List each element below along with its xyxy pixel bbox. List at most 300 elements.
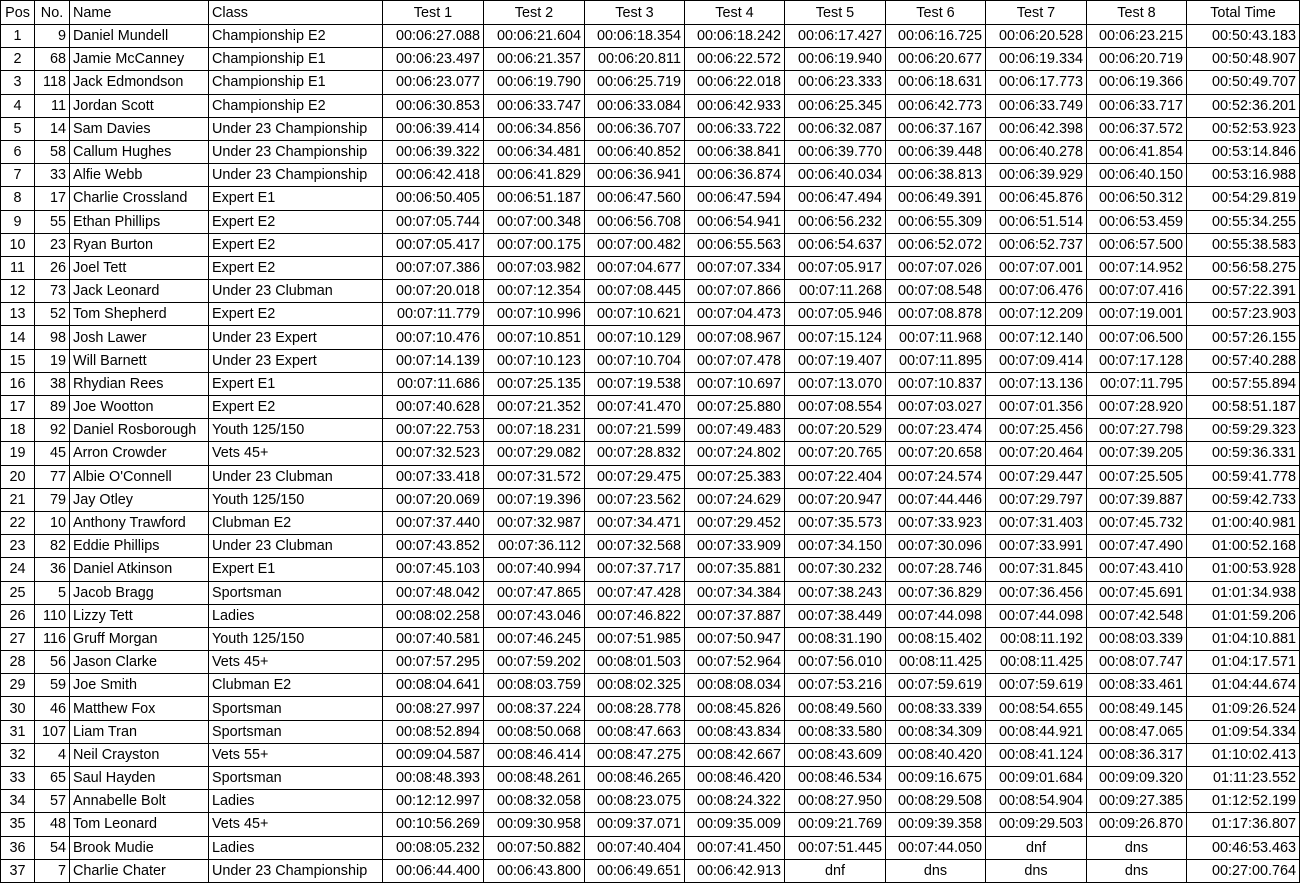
test-3-time-cell: 00:06:40.852	[585, 140, 685, 163]
total-time-cell: 00:53:16.988	[1187, 164, 1300, 187]
test-5-time-cell: 00:06:19.940	[785, 48, 886, 71]
rider-number-cell: 7	[35, 859, 70, 882]
test-1-time-cell: 00:07:45.103	[383, 558, 484, 581]
class-cell: Sportsman	[209, 581, 383, 604]
test-5-time-cell: 00:08:33.580	[785, 720, 886, 743]
table-row	[1, 117, 1300, 140]
position-cell: 33	[1, 767, 35, 790]
test-5-time-cell: 00:07:22.404	[785, 465, 886, 488]
test-2-time-cell: 00:07:50.882	[484, 836, 585, 859]
test-7-time-cell: 00:06:39.929	[986, 164, 1087, 187]
test-5-time-cell: 00:07:34.150	[785, 535, 886, 558]
test-7-time-cell: 00:07:36.456	[986, 581, 1087, 604]
test-4-time-cell: 00:07:07.866	[685, 280, 785, 303]
total-time-cell: 00:55:34.255	[1187, 210, 1300, 233]
test-5-time-cell: 00:07:38.449	[785, 604, 886, 627]
test-6-time-cell: 00:07:20.658	[886, 442, 986, 465]
rider-name-cell: Arron Crowder	[70, 442, 209, 465]
test-7-time-cell: 00:07:33.991	[986, 535, 1087, 558]
test-4-time-cell: 00:07:07.478	[685, 349, 785, 372]
test-5-time-cell: 00:07:11.268	[785, 280, 886, 303]
test-8-time-cell: dns	[1087, 859, 1187, 882]
total-time-cell: 00:56:58.275	[1187, 256, 1300, 279]
test-2-time-cell: 00:07:47.865	[484, 581, 585, 604]
test-7-time-cell: 00:07:44.098	[986, 604, 1087, 627]
rider-name-cell: Joe Wootton	[70, 396, 209, 419]
position-cell: 20	[1, 465, 35, 488]
rider-number-cell: 38	[35, 372, 70, 395]
test-8-time-cell: 00:09:09.320	[1087, 767, 1187, 790]
test-2-time-cell: 00:07:29.082	[484, 442, 585, 465]
test-7-time-cell: 00:07:29.447	[986, 465, 1087, 488]
rider-number-cell: 57	[35, 790, 70, 813]
test-4-time-cell: 00:06:54.941	[685, 210, 785, 233]
position-cell: 13	[1, 303, 35, 326]
test-6-time-cell: 00:07:08.548	[886, 280, 986, 303]
test-1-time-cell: 00:07:20.069	[383, 488, 484, 511]
test-4-time-cell: 00:08:45.826	[685, 697, 785, 720]
rider-name-cell: Jack Edmondson	[70, 71, 209, 94]
rider-number-cell: 17	[35, 187, 70, 210]
test-2-time-cell: 00:08:37.224	[484, 697, 585, 720]
rider-number-cell: 59	[35, 674, 70, 697]
test-6-time-cell: 00:07:07.026	[886, 256, 986, 279]
table-row	[1, 627, 1300, 650]
position-cell: 1	[1, 25, 35, 48]
test-8-time-cell: 00:06:40.150	[1087, 164, 1187, 187]
position-cell: 12	[1, 280, 35, 303]
class-cell: Vets 55+	[209, 743, 383, 766]
rider-name-cell: Ryan Burton	[70, 233, 209, 256]
test-1-time-cell: 00:06:23.497	[383, 48, 484, 71]
test-3-time-cell: 00:06:49.651	[585, 859, 685, 882]
table-row	[1, 140, 1300, 163]
test-8-time-cell: 00:07:43.410	[1087, 558, 1187, 581]
rider-number-cell: 55	[35, 210, 70, 233]
test-7-time-cell: 00:07:09.414	[986, 349, 1087, 372]
position-cell: 28	[1, 651, 35, 674]
rider-number-cell: 52	[35, 303, 70, 326]
class-cell: Ladies	[209, 790, 383, 813]
test-3-time-cell: 00:08:28.778	[585, 697, 685, 720]
test-6-time-cell: 00:07:44.098	[886, 604, 986, 627]
test-4-time-cell: 00:06:42.933	[685, 94, 785, 117]
test-6-time-cell: 00:06:49.391	[886, 187, 986, 210]
test-8-time-cell: 00:08:47.065	[1087, 720, 1187, 743]
class-cell: Youth 125/150	[209, 488, 383, 511]
test-1-time-cell: 00:08:27.997	[383, 697, 484, 720]
test-4-time-cell: 00:06:33.722	[685, 117, 785, 140]
total-time-cell: 01:11:23.552	[1187, 767, 1300, 790]
test-2-time-cell: 00:07:21.352	[484, 396, 585, 419]
total-time-cell: 01:10:02.413	[1187, 743, 1300, 766]
table-row	[1, 256, 1300, 279]
test-6-time-cell: 00:07:59.619	[886, 674, 986, 697]
rider-name-cell: Gruff Morgan	[70, 627, 209, 650]
test-5-time-cell: 00:07:15.124	[785, 326, 886, 349]
rider-name-cell: Jay Otley	[70, 488, 209, 511]
total-time-cell: 00:50:43.183	[1187, 25, 1300, 48]
class-cell: Under 23 Championship	[209, 140, 383, 163]
test-1-time-cell: 00:06:42.418	[383, 164, 484, 187]
table-row	[1, 48, 1300, 71]
column-header: Test 5	[785, 1, 886, 25]
test-4-time-cell: 00:06:42.913	[685, 859, 785, 882]
rider-number-cell: 77	[35, 465, 70, 488]
test-2-time-cell: 00:07:19.396	[484, 488, 585, 511]
test-3-time-cell: 00:07:10.129	[585, 326, 685, 349]
test-5-time-cell: 00:07:20.529	[785, 419, 886, 442]
test-6-time-cell: 00:08:40.420	[886, 743, 986, 766]
test-5-time-cell: 00:07:19.407	[785, 349, 886, 372]
test-1-time-cell: 00:08:05.232	[383, 836, 484, 859]
test-4-time-cell: 00:07:24.802	[685, 442, 785, 465]
test-2-time-cell: 00:07:00.175	[484, 233, 585, 256]
test-2-time-cell: 00:06:51.187	[484, 187, 585, 210]
test-3-time-cell: 00:08:01.503	[585, 651, 685, 674]
rider-number-cell: 68	[35, 48, 70, 71]
column-header: Pos	[1, 1, 35, 25]
class-cell: Under 23 Expert	[209, 349, 383, 372]
table-row	[1, 720, 1300, 743]
test-2-time-cell: 00:07:12.354	[484, 280, 585, 303]
test-7-time-cell: 00:06:20.528	[986, 25, 1087, 48]
test-8-time-cell: 00:09:27.385	[1087, 790, 1187, 813]
total-time-cell: 00:59:36.331	[1187, 442, 1300, 465]
test-4-time-cell: 00:07:52.964	[685, 651, 785, 674]
test-4-time-cell: 00:08:42.667	[685, 743, 785, 766]
total-time-cell: 00:57:55.894	[1187, 372, 1300, 395]
rider-number-cell: 107	[35, 720, 70, 743]
table-row	[1, 488, 1300, 511]
table-row	[1, 651, 1300, 674]
rider-name-cell: Tom Shepherd	[70, 303, 209, 326]
test-7-time-cell: 00:07:31.845	[986, 558, 1087, 581]
test-2-time-cell: 00:08:48.261	[484, 767, 585, 790]
position-cell: 11	[1, 256, 35, 279]
table-row	[1, 303, 1300, 326]
test-4-time-cell: 00:07:25.383	[685, 465, 785, 488]
test-3-time-cell: 00:07:40.404	[585, 836, 685, 859]
rider-number-cell: 45	[35, 442, 70, 465]
rider-number-cell: 36	[35, 558, 70, 581]
test-1-time-cell: 00:08:48.393	[383, 767, 484, 790]
test-3-time-cell: 00:07:32.568	[585, 535, 685, 558]
test-6-time-cell: 00:06:18.631	[886, 71, 986, 94]
test-5-time-cell: 00:07:30.232	[785, 558, 886, 581]
test-7-time-cell: 00:08:44.921	[986, 720, 1087, 743]
test-7-time-cell: 00:08:11.192	[986, 627, 1087, 650]
test-8-time-cell: 00:08:36.317	[1087, 743, 1187, 766]
rider-number-cell: 79	[35, 488, 70, 511]
test-6-time-cell: 00:07:23.474	[886, 419, 986, 442]
test-5-time-cell: 00:08:31.190	[785, 627, 886, 650]
test-4-time-cell: 00:06:55.563	[685, 233, 785, 256]
test-2-time-cell: 00:07:10.996	[484, 303, 585, 326]
rider-number-cell: 89	[35, 396, 70, 419]
class-cell: Vets 45+	[209, 651, 383, 674]
test-5-time-cell: 00:08:46.534	[785, 767, 886, 790]
test-6-time-cell: 00:07:28.746	[886, 558, 986, 581]
position-cell: 23	[1, 535, 35, 558]
test-1-time-cell: 00:07:57.295	[383, 651, 484, 674]
test-1-time-cell: 00:06:50.405	[383, 187, 484, 210]
test-2-time-cell: 00:07:36.112	[484, 535, 585, 558]
total-time-cell: 00:59:41.778	[1187, 465, 1300, 488]
class-cell: Championship E2	[209, 25, 383, 48]
rider-name-cell: Jordan Scott	[70, 94, 209, 117]
test-6-time-cell: 00:07:36.829	[886, 581, 986, 604]
total-time-cell: 00:57:23.903	[1187, 303, 1300, 326]
test-1-time-cell: 00:07:20.018	[383, 280, 484, 303]
class-cell: Championship E1	[209, 71, 383, 94]
rider-name-cell: Will Barnett	[70, 349, 209, 372]
total-time-cell: 00:57:22.391	[1187, 280, 1300, 303]
class-cell: Expert E2	[209, 396, 383, 419]
column-header: Test 2	[484, 1, 585, 25]
table-row	[1, 280, 1300, 303]
rider-name-cell: Joe Smith	[70, 674, 209, 697]
test-6-time-cell: 00:07:03.027	[886, 396, 986, 419]
test-2-time-cell: 00:07:59.202	[484, 651, 585, 674]
test-6-time-cell: 00:08:34.309	[886, 720, 986, 743]
table-row	[1, 535, 1300, 558]
rider-name-cell: Jamie McCanney	[70, 48, 209, 71]
position-cell: 24	[1, 558, 35, 581]
test-4-time-cell: 00:08:46.420	[685, 767, 785, 790]
test-7-time-cell: 00:06:40.278	[986, 140, 1087, 163]
test-4-time-cell: 00:08:43.834	[685, 720, 785, 743]
position-cell: 5	[1, 117, 35, 140]
rider-number-cell: 11	[35, 94, 70, 117]
total-time-cell: 01:04:10.881	[1187, 627, 1300, 650]
class-cell: Clubman E2	[209, 511, 383, 534]
test-4-time-cell: 00:08:08.034	[685, 674, 785, 697]
test-2-time-cell: 00:07:00.348	[484, 210, 585, 233]
rider-name-cell: Jason Clarke	[70, 651, 209, 674]
class-cell: Championship E2	[209, 94, 383, 117]
rider-number-cell: 118	[35, 71, 70, 94]
class-cell: Vets 45+	[209, 442, 383, 465]
class-cell: Under 23 Championship	[209, 859, 383, 882]
test-8-time-cell: 00:07:06.500	[1087, 326, 1187, 349]
position-cell: 3	[1, 71, 35, 94]
test-6-time-cell: 00:09:16.675	[886, 767, 986, 790]
test-3-time-cell: 00:06:33.084	[585, 94, 685, 117]
test-6-time-cell: 00:06:52.072	[886, 233, 986, 256]
test-7-time-cell: dns	[986, 859, 1087, 882]
rider-number-cell: 48	[35, 813, 70, 836]
test-3-time-cell: 00:08:47.275	[585, 743, 685, 766]
total-time-cell: 00:50:49.707	[1187, 71, 1300, 94]
test-8-time-cell: 00:06:53.459	[1087, 210, 1187, 233]
test-2-time-cell: 00:06:34.481	[484, 140, 585, 163]
test-7-time-cell: 00:07:13.136	[986, 372, 1087, 395]
test-3-time-cell: 00:06:36.707	[585, 117, 685, 140]
position-cell: 36	[1, 836, 35, 859]
test-4-time-cell: 00:07:34.384	[685, 581, 785, 604]
test-2-time-cell: 00:07:25.135	[484, 372, 585, 395]
test-1-time-cell: 00:07:43.852	[383, 535, 484, 558]
test-3-time-cell: 00:07:34.471	[585, 511, 685, 534]
test-5-time-cell: 00:06:54.637	[785, 233, 886, 256]
rider-number-cell: 14	[35, 117, 70, 140]
position-cell: 35	[1, 813, 35, 836]
total-time-cell: 00:55:38.583	[1187, 233, 1300, 256]
test-6-time-cell: 00:08:29.508	[886, 790, 986, 813]
test-8-time-cell: 00:08:03.339	[1087, 627, 1187, 650]
class-cell: Championship E1	[209, 48, 383, 71]
test-5-time-cell: 00:06:56.232	[785, 210, 886, 233]
column-header: No.	[35, 1, 70, 25]
rider-name-cell: Neil Crayston	[70, 743, 209, 766]
class-cell: Expert E1	[209, 187, 383, 210]
rider-number-cell: 46	[35, 697, 70, 720]
table-row	[1, 71, 1300, 94]
test-1-time-cell: 00:07:05.417	[383, 233, 484, 256]
test-4-time-cell: 00:06:47.594	[685, 187, 785, 210]
test-8-time-cell: 00:08:33.461	[1087, 674, 1187, 697]
rider-number-cell: 54	[35, 836, 70, 859]
test-3-time-cell: 00:07:10.621	[585, 303, 685, 326]
test-7-time-cell: 00:06:45.876	[986, 187, 1087, 210]
test-7-time-cell: 00:08:41.124	[986, 743, 1087, 766]
test-2-time-cell: 00:06:19.790	[484, 71, 585, 94]
rider-name-cell: Alfie Webb	[70, 164, 209, 187]
test-1-time-cell: 00:07:14.139	[383, 349, 484, 372]
total-time-cell: 01:00:53.928	[1187, 558, 1300, 581]
column-header: Total Time	[1187, 1, 1300, 25]
test-6-time-cell: 00:07:30.096	[886, 535, 986, 558]
test-5-time-cell: 00:08:49.560	[785, 697, 886, 720]
position-cell: 18	[1, 419, 35, 442]
rider-number-cell: 110	[35, 604, 70, 627]
test-3-time-cell: 00:06:20.811	[585, 48, 685, 71]
test-5-time-cell: 00:08:27.950	[785, 790, 886, 813]
test-4-time-cell: 00:09:35.009	[685, 813, 785, 836]
test-3-time-cell: 00:07:19.538	[585, 372, 685, 395]
test-6-time-cell: 00:06:16.725	[886, 25, 986, 48]
test-7-time-cell: 00:07:29.797	[986, 488, 1087, 511]
test-8-time-cell: 00:07:45.732	[1087, 511, 1187, 534]
total-time-cell: 00:52:36.201	[1187, 94, 1300, 117]
test-1-time-cell: 00:07:40.628	[383, 396, 484, 419]
test-3-time-cell: 00:07:37.717	[585, 558, 685, 581]
total-time-cell: 00:54:29.819	[1187, 187, 1300, 210]
test-8-time-cell: 00:06:33.717	[1087, 94, 1187, 117]
test-1-time-cell: 00:07:11.779	[383, 303, 484, 326]
position-cell: 16	[1, 372, 35, 395]
test-5-time-cell: 00:07:05.917	[785, 256, 886, 279]
test-4-time-cell: 00:07:35.881	[685, 558, 785, 581]
test-5-time-cell: 00:07:35.573	[785, 511, 886, 534]
test-4-time-cell: 00:07:50.947	[685, 627, 785, 650]
rider-name-cell: Charlie Crossland	[70, 187, 209, 210]
position-cell: 2	[1, 48, 35, 71]
test-1-time-cell: 00:07:40.581	[383, 627, 484, 650]
total-time-cell: 01:01:59.206	[1187, 604, 1300, 627]
test-5-time-cell: 00:06:25.345	[785, 94, 886, 117]
rider-name-cell: Lizzy Tett	[70, 604, 209, 627]
table-row	[1, 349, 1300, 372]
test-4-time-cell: 00:07:10.697	[685, 372, 785, 395]
test-3-time-cell: 00:07:23.562	[585, 488, 685, 511]
test-3-time-cell: 00:06:25.719	[585, 71, 685, 94]
test-1-time-cell: 00:08:04.641	[383, 674, 484, 697]
class-cell: Under 23 Championship	[209, 117, 383, 140]
test-1-time-cell: 00:07:48.042	[383, 581, 484, 604]
test-2-time-cell: 00:06:33.747	[484, 94, 585, 117]
position-cell: 22	[1, 511, 35, 534]
test-3-time-cell: 00:09:37.071	[585, 813, 685, 836]
test-5-time-cell: 00:06:40.034	[785, 164, 886, 187]
column-header: Test 3	[585, 1, 685, 25]
table-row	[1, 442, 1300, 465]
table-row	[1, 790, 1300, 813]
class-cell: Expert E2	[209, 233, 383, 256]
test-5-time-cell: dnf	[785, 859, 886, 882]
test-5-time-cell: 00:07:51.445	[785, 836, 886, 859]
total-time-cell: 00:46:53.463	[1187, 836, 1300, 859]
position-cell: 4	[1, 94, 35, 117]
rider-name-cell: Annabelle Bolt	[70, 790, 209, 813]
test-3-time-cell: 00:07:29.475	[585, 465, 685, 488]
test-6-time-cell: 00:07:11.968	[886, 326, 986, 349]
test-3-time-cell: 00:08:23.075	[585, 790, 685, 813]
table-row	[1, 396, 1300, 419]
test-7-time-cell: 00:06:17.773	[986, 71, 1087, 94]
test-5-time-cell: 00:08:43.609	[785, 743, 886, 766]
test-6-time-cell: 00:07:08.878	[886, 303, 986, 326]
rider-number-cell: 56	[35, 651, 70, 674]
test-4-time-cell: 00:07:49.483	[685, 419, 785, 442]
test-3-time-cell: 00:08:47.663	[585, 720, 685, 743]
rider-number-cell: 9	[35, 25, 70, 48]
class-cell: Under 23 Clubman	[209, 280, 383, 303]
test-7-time-cell: 00:07:59.619	[986, 674, 1087, 697]
class-cell: Ladies	[209, 836, 383, 859]
test-4-time-cell: 00:07:29.452	[685, 511, 785, 534]
test-2-time-cell: 00:08:50.068	[484, 720, 585, 743]
test-8-time-cell: 00:07:11.795	[1087, 372, 1187, 395]
test-6-time-cell: 00:08:15.402	[886, 627, 986, 650]
test-8-time-cell: 00:08:49.145	[1087, 697, 1187, 720]
class-cell: Ladies	[209, 604, 383, 627]
test-3-time-cell: 00:06:36.941	[585, 164, 685, 187]
test-2-time-cell: 00:07:03.982	[484, 256, 585, 279]
test-1-time-cell: 00:06:44.400	[383, 859, 484, 882]
test-6-time-cell: 00:08:33.339	[886, 697, 986, 720]
test-7-time-cell: 00:09:01.684	[986, 767, 1087, 790]
test-5-time-cell: 00:07:05.946	[785, 303, 886, 326]
column-header: Class	[209, 1, 383, 25]
test-8-time-cell: 00:07:14.952	[1087, 256, 1187, 279]
test-6-time-cell: dns	[886, 859, 986, 882]
rider-number-cell: 82	[35, 535, 70, 558]
test-3-time-cell: 00:07:47.428	[585, 581, 685, 604]
test-5-time-cell: 00:07:53.216	[785, 674, 886, 697]
test-5-time-cell: 00:09:21.769	[785, 813, 886, 836]
class-cell: Under 23 Expert	[209, 326, 383, 349]
rider-number-cell: 26	[35, 256, 70, 279]
table-row	[1, 419, 1300, 442]
test-8-time-cell: 00:07:39.887	[1087, 488, 1187, 511]
rider-number-cell: 58	[35, 140, 70, 163]
position-cell: 29	[1, 674, 35, 697]
test-3-time-cell: 00:06:18.354	[585, 25, 685, 48]
test-1-time-cell: 00:06:23.077	[383, 71, 484, 94]
table-row	[1, 581, 1300, 604]
